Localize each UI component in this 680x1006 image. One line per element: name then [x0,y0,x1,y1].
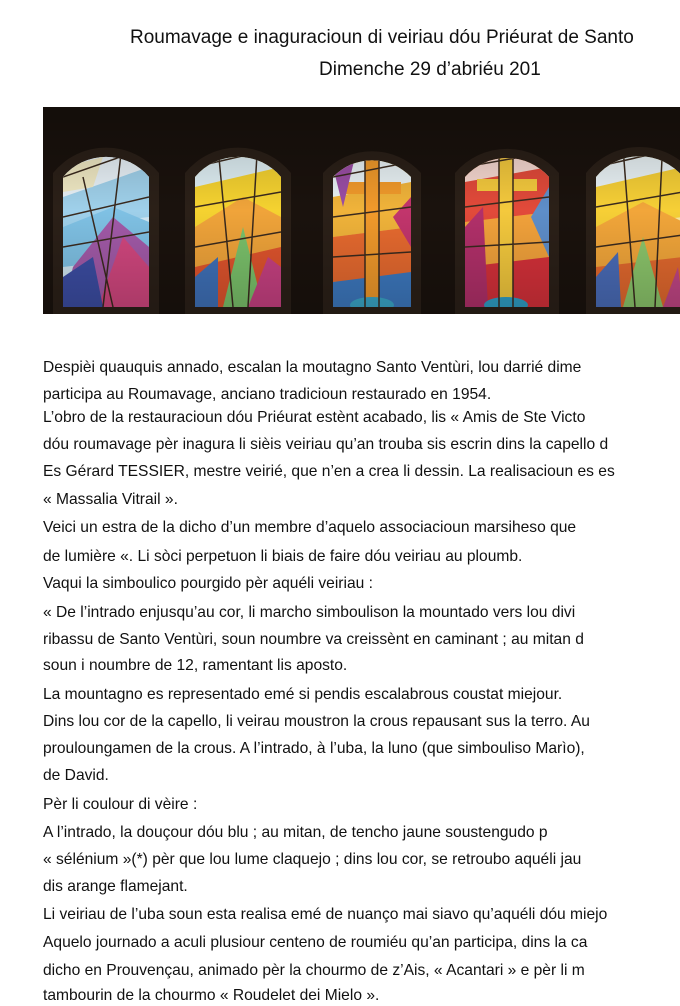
body-line-5: Es Gérard TESSIER, mestre veirié, que n’en a crea li dessin. La realisacioun es es [43,463,615,480]
body-line-24: tambourin de la chourmo « Roudelet dei Mielo ». [43,987,380,1004]
body-line-2: participa au Roumavage, anciano tradicioun restaurado en 1954. [43,386,492,403]
body-line-6: « Massalia Vitrail ». [43,491,178,508]
body-line-12: soun i noumbre de 12, ramentant lis aposto. [43,657,348,674]
page-subtitle: Dimenche 29 d’abriéu 201 [319,59,541,80]
body-line-9: Vaqui la simboulico pourgido pèr aquéli veiriau : [43,575,373,592]
body-line-3: L’obro de la restauracioun dóu Priéurat estènt acabado, lis « Amis de Ste Victo [43,409,586,426]
body-line-13: La mountagno es representado emé si pendis escalabrous coustat miejour. [43,686,563,703]
body-line-18: A l’intrado, la douçour dóu blu ; au mitan, de tencho jaune soustengudo p [43,824,548,841]
body-line-8: de lumière «. Li sòci perpetuon li biais de faire dóu veiriau au ploumb. [43,548,523,565]
body-line-11: ribassu de Santo Ventùri, soun noumbre va creissènt en caminant ; au mitan d [43,631,584,648]
body-line-4: dóu roumavage pèr inagura li sièis veiriau qu’an trouba sis escrin dins la capello d [43,436,609,453]
body-line-17: Pèr li coulour di vèire : [43,796,198,813]
body-line-1: Despièi quauquis annado, escalan la moutagno Santo Ventùri, lou darrié dime [43,359,582,376]
body-line-23: dicho en Prouvençau, animado pèr la chourmo de z’Ais, « Acantari » e pèr li m [43,962,585,979]
body-line-10: « De l’intrado enjusqu’au cor, li marcho simboulison la mountado vers lou divi [43,604,576,621]
body-line-22: Aquelo journado a aculi plusiour centeno de roumiéu qu’an participa, dins la ca [43,934,588,951]
body-line-21: Li veiriau de l’uba soun esta realisa emé de nuanço mai siavo qu’aquéli dóu miejo [43,906,608,923]
body-line-15: prouloungamen de la crous. A l’intrado, à l’uba, la luno (que simbouliso Marìo), [43,740,585,757]
body-line-19: « sélénium »(*) pèr que lou lume claquejo ; dins lou cor, se retroubo aquéli jau [43,851,582,868]
body-line-20: dis arange flamejant. [43,878,188,895]
stained-glass-photo [43,107,680,314]
body-line-7: Veici un estra de la dicho d’un membre d’aquelo associacioun marsiheso que [43,519,577,536]
body-line-16: de David. [43,767,109,784]
page-title: Roumavage e inaguracioun di veiriau dóu Priéurat de Santo [130,27,634,48]
body-line-14: Dins lou cor de la capello, li veirau moustron la crous repausant sus la terro. Au [43,713,590,730]
